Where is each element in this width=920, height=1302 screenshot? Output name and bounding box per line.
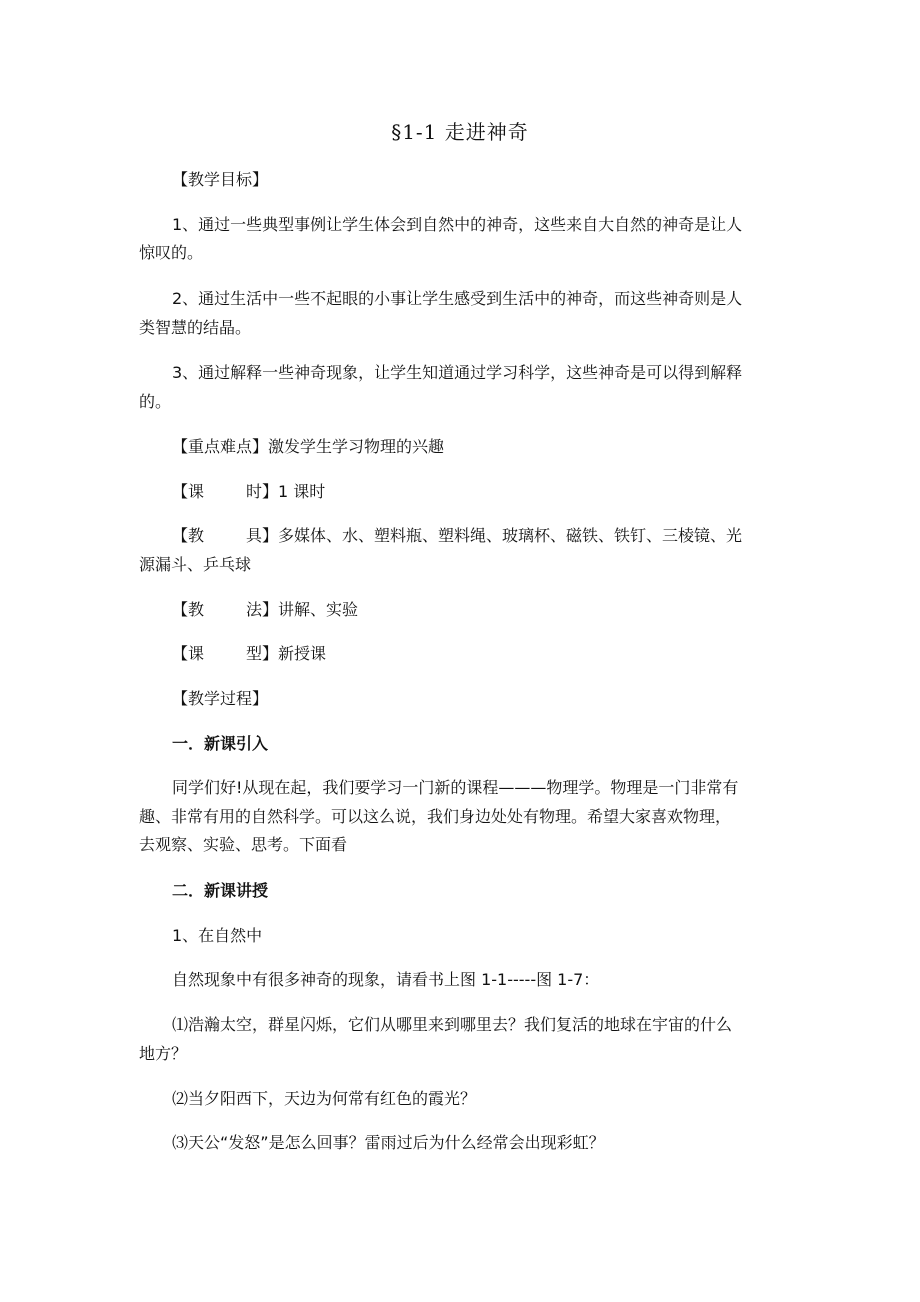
method-label-open: 【教: [172, 600, 205, 619]
key-points-row: [172, 436, 444, 458]
class-hours-label-close: 时】: [246, 482, 279, 501]
document-title: §1-1 走进神奇: [391, 120, 529, 144]
teaching-aids-label-close: 具】: [246, 526, 279, 545]
objective-1-line2: 惊叹的。: [139, 243, 204, 262]
method-row: [172, 599, 358, 621]
class-hours-value: 1 课时: [278, 482, 326, 501]
lesson-type-label-close: 型】: [246, 644, 279, 663]
key-points-value: 激发学生学习物理的兴趣: [268, 437, 445, 456]
teaching-aids-line2: 源漏斗、乒乓球: [139, 555, 252, 574]
section-2-sub1: 1、在自然中: [172, 926, 263, 945]
method-value: 讲解、实验: [278, 600, 359, 619]
objective-3-line1: 3、通过解释一些神奇现象，让学生知道通过学习科学，这些神奇是可以得到解释: [172, 363, 743, 382]
key-points-label: 【重点难点】: [172, 437, 269, 456]
section-1-heading: 一．新课引入: [172, 734, 269, 753]
objective-1-line1: 1、通过一些典型事例让学生体会到自然中的神奇，这些来自大自然的神奇是让人: [172, 215, 743, 234]
objective-2-line2: 类智慧的结晶。: [139, 318, 252, 337]
section-2-intro: 自然现象中有很多神奇的现象，请看书上图 1-1-----图 1-7：: [172, 970, 600, 989]
section-2-heading: 二．新课讲授: [172, 881, 269, 900]
question-3: ⑶天公“发怒”是怎么回事？雷雨过后为什么经常会出现彩虹？: [172, 1133, 605, 1152]
question-2: ⑵当夕阳西下，天边为何常有红色的霞光？: [172, 1089, 477, 1108]
objectives-heading: 【教学目标】: [172, 170, 269, 189]
class-hours-row: [172, 481, 325, 503]
question-1-line2: 地方？: [139, 1044, 188, 1063]
teaching-aids-row: [172, 525, 742, 547]
teaching-aids-label-open: 【教: [172, 526, 205, 545]
objective-3-line2: 的。: [139, 392, 172, 411]
section-1-line2: 趣、非常有用的自然科学。可以这么说，我们身边处处有物理。希望大家喜欢物理，: [139, 807, 732, 826]
lesson-type-value: 新授课: [278, 644, 327, 663]
teaching-aids-line1: 多媒体、水、塑料瓶、塑料绳、玻璃杯、磁铁、铁钉、三棱镜、光: [278, 526, 743, 545]
section-1-line3: 去观察、实验、思考。下面看: [139, 835, 348, 854]
question-1-line1: ⑴浩瀚太空，群星闪烁，它们从哪里来到哪里去？我们复活的地球在宇宙的什么: [172, 1015, 733, 1034]
lesson-type-label-open: 【课: [172, 644, 205, 663]
method-label-close: 法】: [246, 600, 279, 619]
class-hours-label-open: 【课: [172, 482, 205, 501]
section-1-line1: 同学们好!从现在起，我们要学习一门新的课程———物理学。物理是一门非常有: [172, 778, 739, 797]
lesson-type-row: [172, 643, 326, 665]
process-heading: 【教学过程】: [172, 689, 269, 708]
objective-2-line1: 2、通过生活中一些不起眼的小事让学生感受到生活中的神奇，而这些神奇则是人: [172, 289, 743, 308]
